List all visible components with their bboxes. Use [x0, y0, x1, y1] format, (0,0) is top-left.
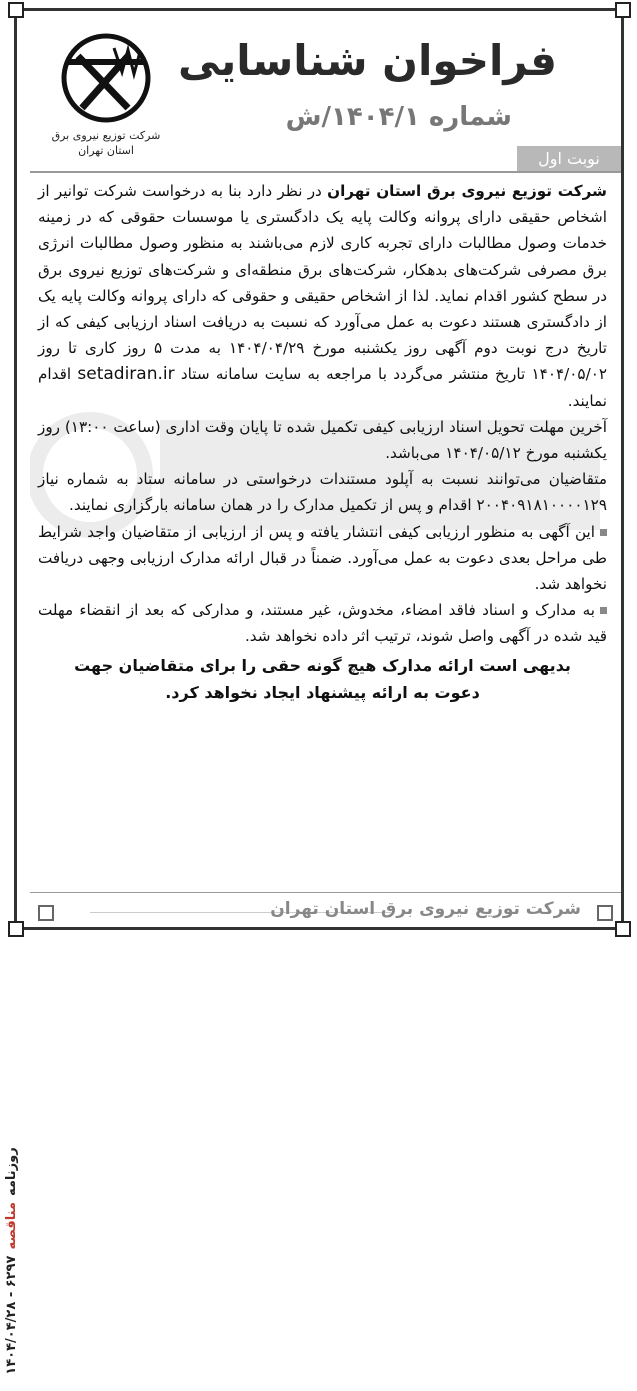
- company-logo: [48, 28, 164, 178]
- bullet-icon: [600, 529, 607, 536]
- side-brand: مناقصه: [4, 1202, 19, 1250]
- bullet-icon: [600, 607, 607, 614]
- closing-line-2: دعوت به ارائه پیشنهاد ایجاد نخواهد کرد.: [165, 682, 480, 702]
- paragraph-evaluation: [38, 519, 607, 598]
- page-title: فراخوان شناسایی: [177, 36, 557, 85]
- side-paper: روزنامه: [4, 1147, 19, 1197]
- notice-body: [38, 178, 607, 706]
- footer-box-right: [597, 905, 613, 921]
- logo-org-line2: استان تهران: [78, 144, 134, 157]
- footer-org: شرکت توزیع نیروی برق استان تهران: [270, 899, 581, 919]
- paragraph-deadline: آخرین مهلت تحویل اسناد ارزیابی کیفی تکمیل شده تا پایان وقت اداری (ساعت ۱۳:۰۰) روز یکشنبه مورخ ۱۴۰۴/۰۵/۱۲ می‌باشد.: [38, 417, 607, 463]
- footer-box-left: [38, 905, 54, 921]
- side-label: [4, 1131, 26, 1391]
- closing-line-1: بدیهی است ارائه مدارک هیچ گونه حقی را برای متقاضیان جهت: [74, 655, 571, 675]
- header-rule: [30, 171, 621, 173]
- setad-link[interactable]: setadiran.ir: [77, 364, 175, 385]
- logo-emblem-icon: [56, 28, 156, 128]
- notice-number: شماره ۱۴۰۴/۱/ش: [285, 102, 512, 132]
- intro-text: در نظر دارد بنا به درخواست شرکت توانیر از اشخاص حقیقی دارای پروانه وکالت پایه یک دادگستری یا موسسات حقوقی که در زمینه خدمات وصول مطالبات دارای تجربه کاری لازم می‌باشند به منظور وصول مطالبات انرژی برق مصرفی شرکت‌های بدهکار، شرکت‌های برق منطقه‌ای و شرکت‌های توزیع نیروی برق در سطح کشور اقدام نماید. لذا از اشخاص حقیقی و حقوقی که دارای پروانه وکالت پایه یک از دادگستری هستند دعوت به عمل می‌آورد که نسبت به دریافت اسناد ارزیابی کیفی که از تاریخ درج نوبت دوم آگهی روز یکشنبه مورخ ۱۴۰۴/۰۴/۲۹ به مدت ۵ روز کاری تا روز ۱۴۰۴/۰۵/۰۲ تاریخ منتشر می‌گردد با مراجعه به سایت سامانه ستاد: [38, 182, 608, 384]
- corner-top-left: [8, 2, 24, 18]
- paragraph-upload: متقاضیان می‌توانند نسبت به آپلود مستندات درخواستی در سامانه ستاد به شماره نیاز ۲۰۰۴۰۹۱۸۱۰۰۰۰۱۲۹ اقدام و پس از تکمیل مدارک را در همان سامانه بارگزاری نمایند.: [38, 470, 607, 515]
- paragraph-intro: [38, 178, 607, 414]
- nobat-badge: نوبت اول: [517, 146, 621, 172]
- evaluation-text: این آگهی به منظور ارزیابی کیفی انتشار یافته و پس از ارزیابی از متقاضیان واجد شرایط طی مراحل بعدی دعوت به عمل می‌آورد. ضمناً در قبال ارائه مدارک ارزیابی وجهی دریافت نخواهد شد.: [38, 522, 607, 594]
- corner-top-right: [615, 2, 631, 18]
- side-issue: ۶۲۹۷ - ۱۴۰۴/۰۴/۲۸: [4, 1255, 19, 1375]
- logo-org-line1: شرکت توزیع نیروی برق: [51, 129, 161, 142]
- paragraph-documents: [38, 597, 607, 649]
- intro-lead: شرکت توزیع نیروی برق استان تهران: [327, 182, 607, 200]
- intro-end: اقدام نمایند.: [38, 365, 607, 410]
- documents-text: به مدارک و اسناد فاقد امضاء، مخدوش، غیر مستند، و مدارکی که بعد از انقضاء مهلت قید شده در آگهی واصل شوند، ترتیب اثر داده نخواهد شد.: [38, 601, 607, 646]
- corner-bottom-left: [8, 921, 24, 937]
- side-strip: [0, 550, 30, 1375]
- footer: [30, 892, 621, 931]
- closing-note: [38, 652, 607, 706]
